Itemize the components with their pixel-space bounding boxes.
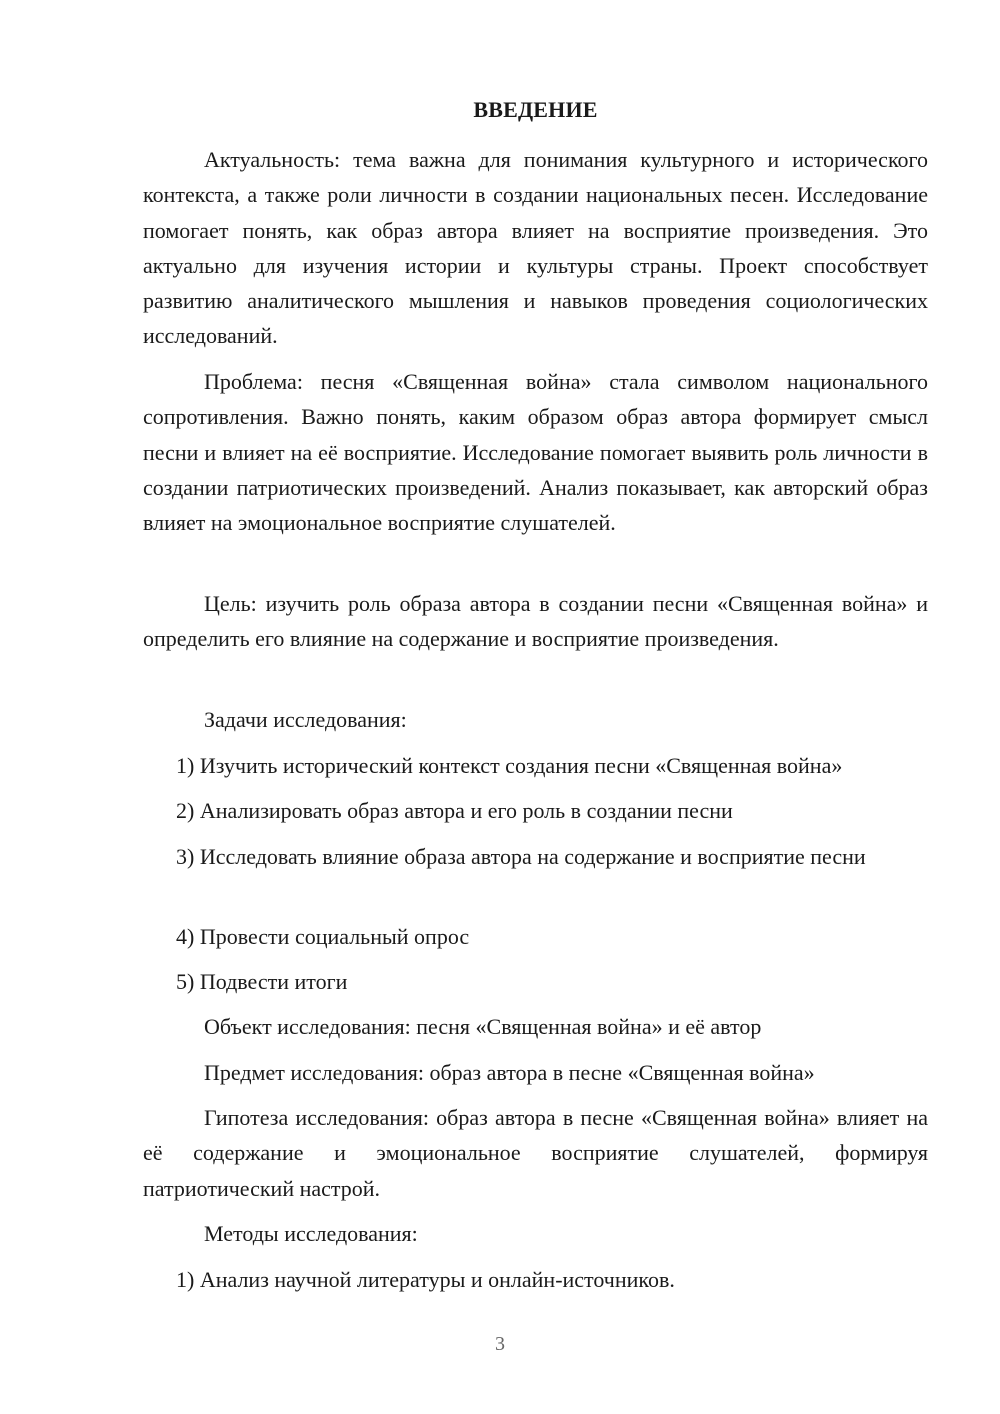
page-number: 3 [495, 1333, 505, 1355]
relevance-paragraph: Актуальность: тема важна для понимания культурного и исторического контекста, а также роли личности в создании национальных песен. Исследование помогает понять, как образ автора влияет на восприятие произведения. Это актуально для изучения истории и культуры страны. Проект способствует развитию аналитического мышления и навыков проведения социологических исследований. [143, 147, 928, 349]
tasks-heading: Задачи исследования: [204, 707, 407, 732]
method-item-1: 1) Анализ научной литературы и онлайн-источников. [176, 1267, 675, 1292]
object-paragraph: Объект исследования: песня «Священная война» и её автор [204, 1014, 762, 1039]
task-item-2: 2) Анализировать образ автора и его роль в создании песни [176, 798, 733, 823]
section-title: ВВЕДЕНИЕ [473, 97, 598, 122]
task-item-5: 5) Подвести итоги [176, 969, 348, 994]
problem-paragraph: Проблема: песня «Священная война» стала символом национального сопротивления. Важно понять, каким образом образ автора формирует смысл песни и влияет на её восприятие. Исследование помогает выявить роль личности в создании патриотических произведений. Анализ показывает, как авторский образ влияет на эмоциональное восприятие слушателей. [143, 369, 928, 536]
hypothesis-paragraph: Гипотеза исследования: образ автора в песне «Священная война» влияет на её содержание и эмоциональное восприятие слушателей, формируя патриотический настрой. [143, 1105, 928, 1201]
task-item-4: 4) Провести социальный опрос [176, 924, 470, 949]
goal-paragraph: Цель: изучить роль образа автора в создании песни «Священная война» и определить его влияние на содержание и восприятие произведения. [143, 591, 928, 652]
subject-paragraph: Предмет исследования: образ автора в песне «Священная война» [204, 1060, 815, 1085]
task-item-3: 3) Исследовать влияние образа автора на содержание и восприятие песни [176, 844, 866, 869]
task-item-1: 1) Изучить исторический контекст создания песни «Священная война» [176, 753, 843, 778]
methods-heading: Методы исследования: [204, 1221, 418, 1246]
